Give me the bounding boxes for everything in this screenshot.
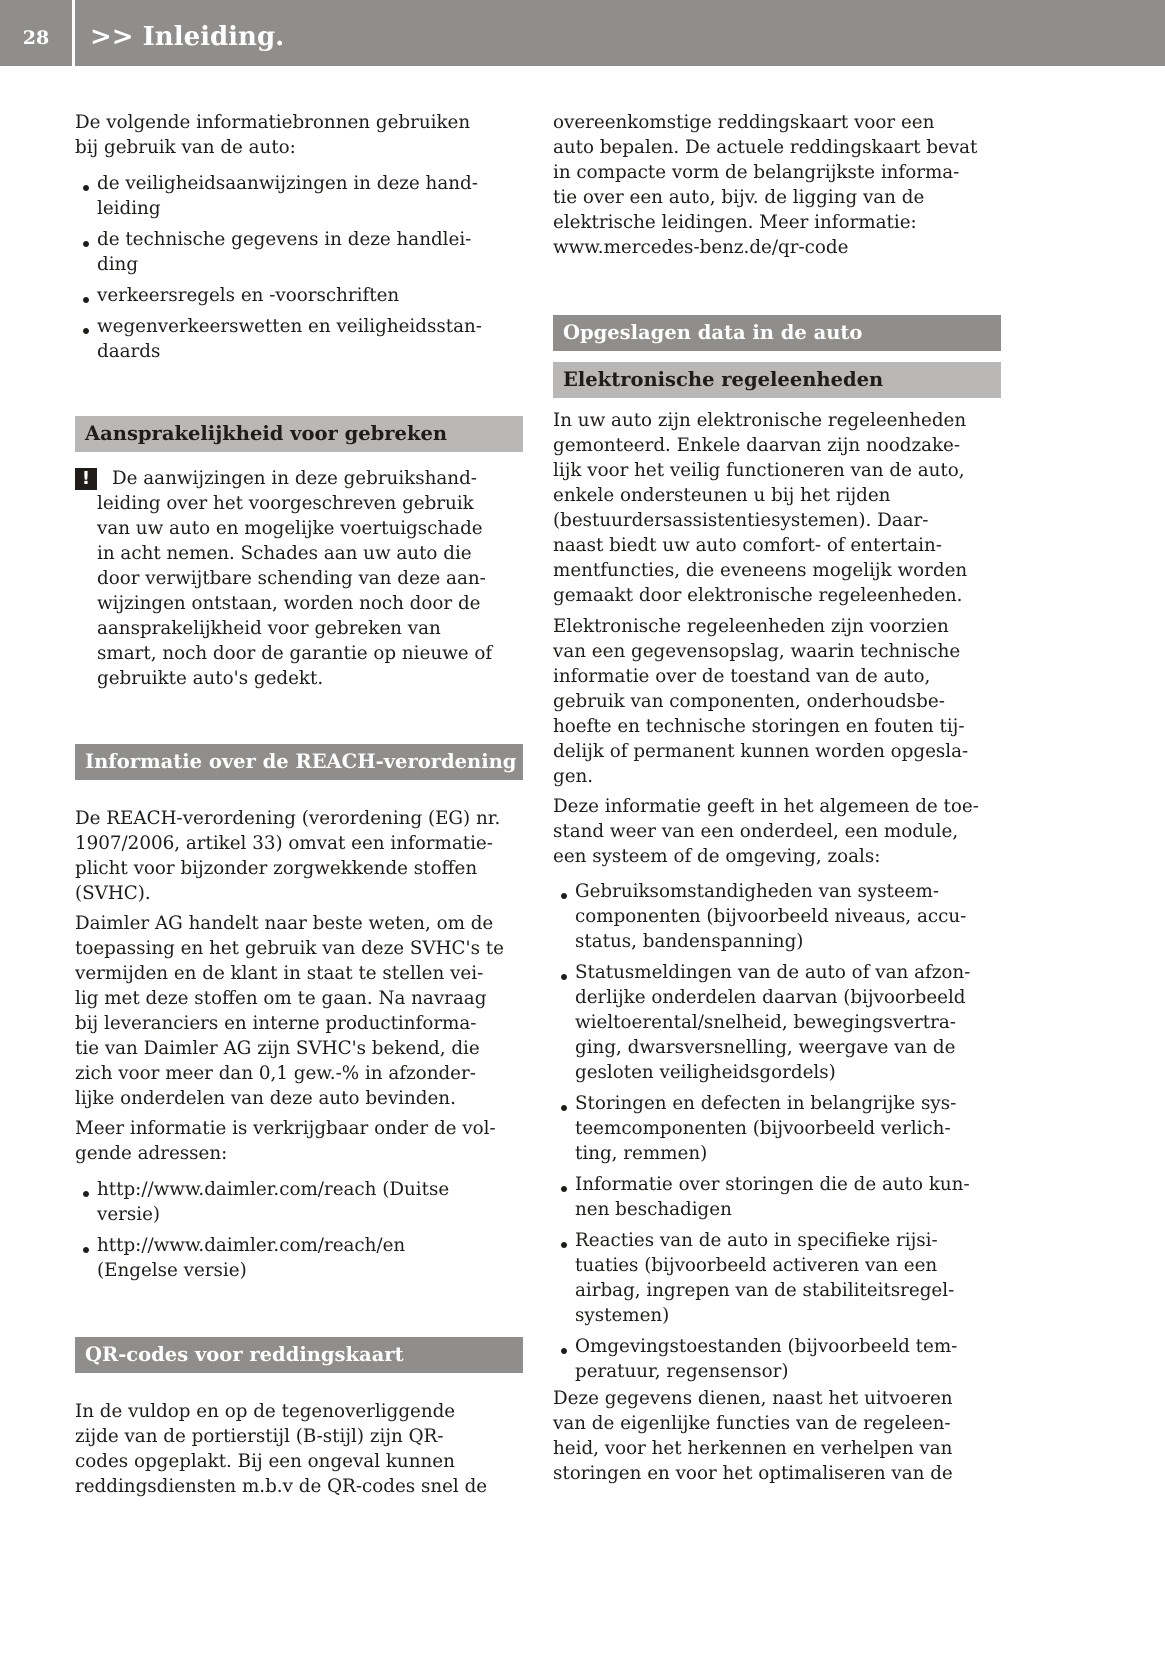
intro-paragraph: De volgende informatiebronnen gebruiken bij gebruik van de auto: [75,112,471,158]
warning-note [75,466,523,691]
list-item: Informatie over storingen die de auto kun- nen beschadigen [553,1172,1001,1222]
section-heading-ecu: Elektronische regeleenheden [553,362,1001,398]
ecu-paragraph-4: Deze gegevens dienen, naast het uitvoeren van de eigenlijke functies van de regeleen- heid, voor het herkennen en verhelpen van storingen en voor het optimaliseren van de [553,1388,953,1484]
reach-paragraph-1: De REACH-verordening (verordening (EG) nr. 1907/2006, artikel 33) omvat een informatie- plicht voor bijzonder zorgwekkende stoffen (SVHC). [75,808,501,904]
list-item: Omgevingstoestanden (bijvoorbeeld tem- peratuur, regensensor) [553,1334,1001,1384]
section-heading-stored-data: Opgeslagen data in de auto [553,315,1001,351]
list-item: Storingen en defecten in belangrijke sys- teemcomponenten (bijvoorbeeld verlich- ting, remmen) [553,1091,1001,1166]
reach-links [75,1177,523,1289]
list-item: Gebruiksomstandigheden van systeem- componenten (bijvoorbeeld niveaus, accu- status, bandenspanning) [553,879,1001,954]
list-item: de veiligheidsaanwijzingen in deze hand- leiding [75,171,523,221]
qr-paragraph-continued: overeenkomstige reddingskaart voor een auto bepalen. De actuele reddingskaart bevat in compacte vorm de belangrijkste informa- tie over een auto, bijv. de ligging van de elektrische leidingen. Meer informatie: www.mercedes-benz.de/qr-code [553,112,978,258]
section-heading-liability: Aansprakelijkheid voor gebreken [75,416,523,452]
section-heading-qr: QR-codes voor reddingskaart [75,1337,523,1373]
page-number: 28 [22,27,50,49]
ecu-paragraph-2: Elektronische regeleenheden zijn voorzien van een gegevensopslag, waarin technische informatie over de toestand van de auto, gebruik van componenten, onderhoudsbe- hoefte en technische storingen en fouten tij- delijk of permanent kunnen worden opgesla- gen. [553,616,969,787]
ecu-paragraph-3: Deze informatie geeft in het algemeen de toe- stand weer van een onderdeel, een module, een systeem of de omgeving, zoals: [553,796,979,867]
page-header [0,0,1165,66]
list-item: de technische gegevens in deze handlei- ding [75,227,523,277]
ecu-data-list [553,879,1001,1390]
chapter-title: >> Inleiding. [90,22,285,52]
reach-link-en[interactable]: http://www.daimler.com/reach/en (Engelse versie) [75,1233,523,1283]
warning-icon: ! [75,468,97,490]
qr-paragraph: In de vuldop en op de tegenoverliggende zijde van de portierstijl (B-stijl) zijn QR- codes opgeplakt. Bij een ongeval kunnen reddingsdiensten m.b.v de QR-codes snel de [75,1401,488,1497]
header-divider [72,0,75,66]
reach-paragraph-3: Meer informatie is verkrijgbaar onder de vol- gende adressen: [75,1118,496,1164]
reach-paragraph-2: Daimler AG handelt naar beste weten, om de toepassing en het gebruik van deze SVHC's te vermijden en de klant in staat te stellen vei- lig met deze stoffen om te gaan. Na navraag bij leveranciers en interne productinforma- tie van Daimler AG zijn SVHC's bekend, die zich voor meer dan 0,1 gew.-% in afzonder- lijke onderdelen van deze auto bevinden. [75,913,504,1109]
list-item: Reacties van de auto in specifieke rijsi- tuaties (bijvoorbeeld activeren van een airbag, ingrepen van de stabiliteitsregel- systemen) [553,1228,1001,1328]
warning-text: De aanwijzingen in deze gebruikshand- leiding over het voorgeschreven gebruik van uw auto en mogelijke voertuigschade in acht nemen. Schades aan uw auto die door verwijtbare schending van deze aan- wijzingen ontstaan, worden noch door de aansprakelijkheid voor gebreken van smart, noch door de garantie op nieuwe of gebruikte auto's gedekt. [97,468,493,689]
list-item: verkeersregels en -voorschriften [75,283,523,308]
reach-link-de[interactable]: http://www.daimler.com/reach (Duitse versie) [75,1177,523,1227]
ecu-paragraph-1: In uw auto zijn elektronische regeleenheden gemonteerd. Enkele daarvan zijn noodzake- lijk voor het veilig functioneren van de auto, enkele ondersteunen u bij het rijden (bestuurdersassistentiesystemen). Daar- naast biedt uw auto comfort- of entertain- mentfuncties, die eveneens mogelijk worden gemaakt door elektronische regeleenheden. [553,410,968,606]
list-item: Statusmeldingen van de auto of van afzon- derlijke onderdelen daarvan (bijvoorbeeld wieltoerental/snelheid, bewegingsvertra- ging, dwarsversnelling, weergave van de gesloten veiligheidsgordels) [553,960,1001,1085]
intro-list [75,171,523,370]
section-heading-reach: Informatie over de REACH-verordening [75,744,523,780]
list-item: wegenverkeerswetten en veiligheidsstan- daards [75,314,523,364]
